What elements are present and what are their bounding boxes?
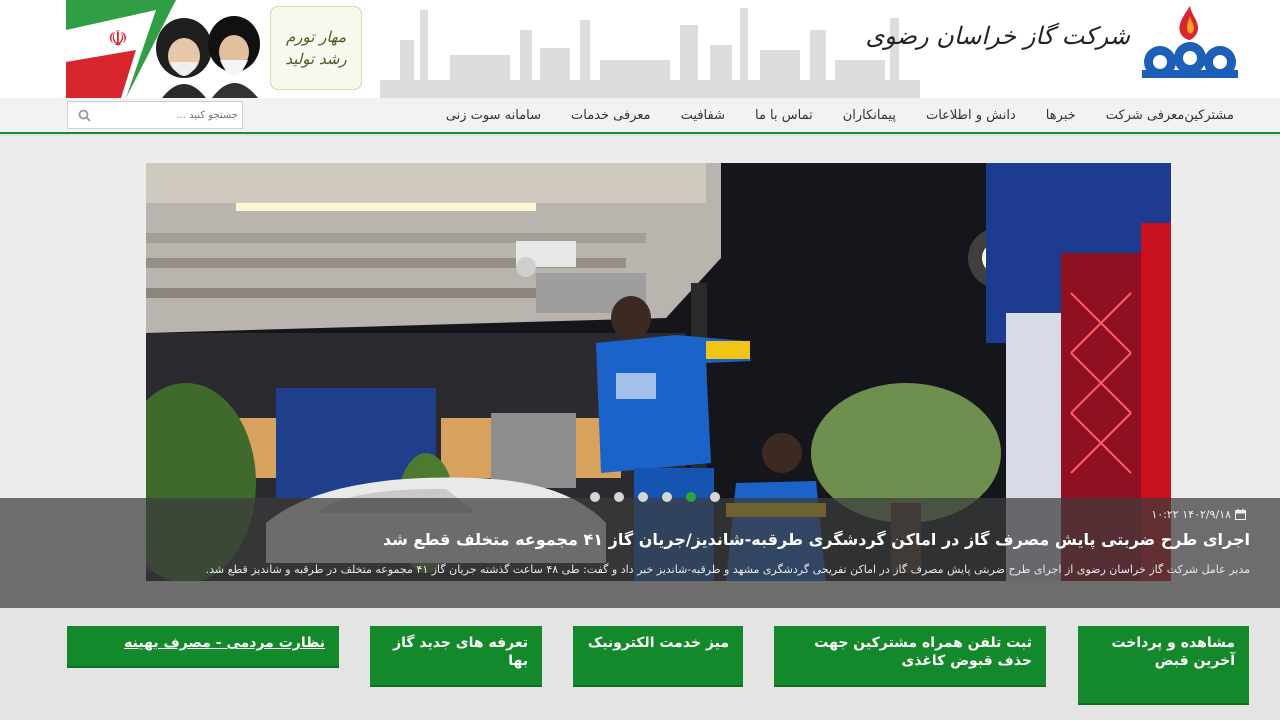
slider-dot-1[interactable] — [590, 492, 600, 502]
main-navigation — [0, 98, 1280, 134]
slider-dot-2[interactable] — [614, 492, 624, 502]
nav-item-about-company[interactable]: معرفی شرکت — [1105, 107, 1185, 123]
slide-caption — [0, 498, 1280, 608]
e-service-desk-button[interactable]: میز خدمت الکترونیک — [573, 626, 743, 687]
new-tariffs-button[interactable]: تعرفه های جدید گاز بها — [370, 626, 542, 687]
slide-title[interactable]: اجرای طرح ضربتی پایش مصرف گاز در اماکن گردشگری طرقبه-شاندیز/جریان گاز ۴۱ مجموعه متخلف قطع شد — [382, 530, 1250, 549]
site-header — [0, 0, 1280, 98]
slider-dot-4[interactable] — [662, 492, 672, 502]
nav-item-subscribers[interactable]: مشترکین — [1184, 107, 1234, 123]
calendar-icon — [1235, 509, 1246, 520]
year-slogan-stamp — [270, 6, 362, 90]
search-box — [67, 101, 243, 129]
nav-item-knowledge[interactable]: دانش و اطلاعات — [925, 107, 1016, 123]
slide-summary: مدیر عامل شرکت گاز خراسان رضوی از اجرای طرح ضربتی پایش مصرف گاز در اماکن تفریحی گردشگری مشهد و طرقبه-شاندیز خبر داد و گفت: طی ۴۸ ساعت گذشته جریان گاز ۴۱ مجموعه متخلف در طرقبه و شاندیز قطع شد. — [205, 563, 1250, 576]
refinery-silhouette — [380, 0, 920, 98]
slider-dot-6[interactable] — [710, 492, 720, 502]
view-pay-bill-button[interactable]: مشاهده و پرداخت آخرین قبض — [1078, 626, 1249, 705]
nav-item-whistleblower[interactable]: سامانه سوت زنی — [445, 107, 542, 123]
nav-item-transparency[interactable]: شفافیت — [680, 107, 725, 123]
news-slider — [0, 136, 1280, 608]
svg-text:☫: ☫ — [108, 27, 128, 52]
slide-date — [1151, 508, 1246, 521]
gas-company-emblem-icon — [1138, 2, 1242, 84]
nav-item-contact[interactable]: تماس با ما — [755, 107, 813, 123]
company-name: شرکت گاز خراسان رضوی — [865, 22, 1130, 50]
nav-menu — [416, 98, 1234, 132]
nav-item-services[interactable]: معرفی خدمات — [571, 107, 651, 123]
search-input[interactable] — [96, 105, 238, 125]
nav-item-news[interactable]: خبرها — [1045, 107, 1076, 123]
company-logo[interactable] — [865, 2, 1242, 92]
nav-item-contractors[interactable]: پیمانکاران — [842, 107, 896, 123]
register-mobile-button[interactable]: ثبت تلفن همراه مشترکین جهت حذف قبوض کاغذی — [774, 626, 1046, 687]
flag-portraits-banner — [66, 0, 262, 98]
slider-dot-3[interactable] — [638, 492, 648, 502]
year-slogan-line1: مهار تورم — [286, 28, 346, 46]
slide-date-text: ۱۴۰۲/۹/۱۸ ۱۰:۲۲ — [1151, 508, 1231, 521]
slider-dots — [590, 492, 720, 502]
search-icon[interactable] — [78, 109, 91, 122]
public-oversight-button[interactable]: نظارت مردمی - مصرف بهینه — [67, 626, 339, 668]
year-slogan-line2: رشد تولید — [285, 50, 347, 68]
slider-dot-5[interactable] — [686, 492, 696, 502]
